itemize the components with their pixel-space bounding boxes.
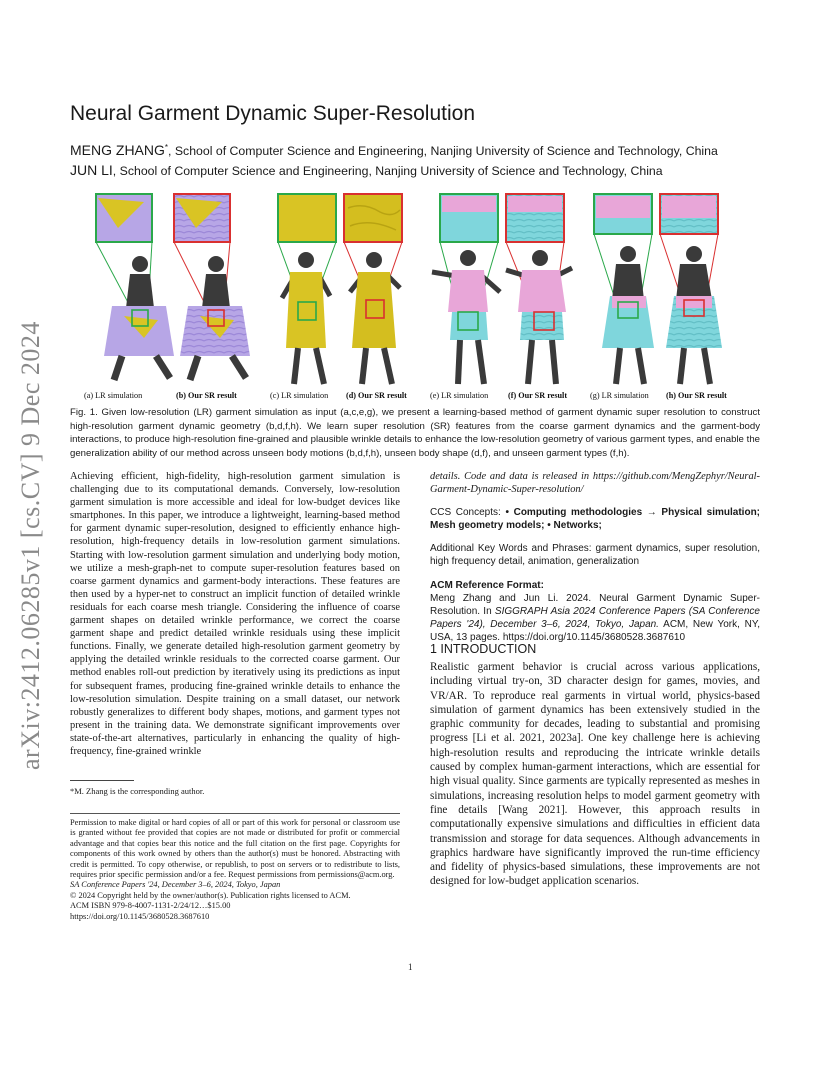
doi-link[interactable]: https://doi.org/10.1145/3680528.3687610 — [70, 911, 210, 921]
subfig-label-h: (h) Our SR result — [666, 391, 727, 400]
permission-rule — [70, 813, 400, 814]
author-name: MENG ZHANG — [70, 142, 165, 158]
author-name: JUN LI — [70, 162, 113, 178]
teaser-figure — [74, 188, 762, 400]
venue-line: SA Conference Papers '24, December 3–6, 2024, Tokyo, Japan — [70, 880, 281, 890]
character-figure — [666, 246, 722, 384]
ccs-concepts — [430, 506, 760, 532]
character-figure — [506, 250, 572, 384]
subfig-label-d: (d) Our SR result — [346, 391, 407, 400]
keywords-label: Additional Key Words and Phrases: — [430, 543, 596, 555]
subfigure-labels — [84, 391, 727, 400]
keywords-list: garment dynamics, super resolution, high frequency detail, animation, generalization — [430, 543, 760, 568]
zoom-inset-sr — [344, 194, 402, 242]
author-line-1 — [70, 142, 718, 158]
author-mark: * — [164, 142, 169, 152]
isbn-line: ACM ISBN 979-8-4007-1131-2/24/12…$15.00 — [70, 901, 231, 911]
acm-ref-doi[interactable]: ACM, New York, NY, USA, 13 pages. https://doi.org/10.1145/3680528.3687610 — [430, 618, 760, 643]
figure-group-e-f — [432, 194, 572, 384]
keywords — [430, 542, 760, 568]
abstract: Achieving efficient, high-fidelity, high-resolution garment simulation is challenging due to its computational demands. Conversely, low-resolution garment simulation is more accessible and ideal for low-budget devices like smartphones. In this paper, we introduce a lightweight, learning-based method for garment dynamic super-resolution, designed to efficiently enhance high-resolution, high-frequency details in low-resolution garment simulations. Starting with low-resolution garment simulation and underlying body motion, we utilize a mesh-graph-net to compute super-resolution features based on coarse garment dynamics and garment-body interactions. These features are then used by a hyper-net to construct an implicit function of detailed wrinkle residuals for each coarse mesh triangle. Considering the influence of coarse garment shapes on detailed wrinkle performance, we correct the coarse garment shape and predict detailed wrinkle residuals using these implicit functions. Finally, we generate detailed high-resolution garment geometry by applying the detailed wrinkle residuals to the corrected coarse garment. Our method enables roll-out prediction by iteratively using its predictions as input for subsequent frames, producing fine-grained wrinkle details to enhance the low-resolution simulation. Despite training on a small dataset, our network robustly generalizes to different body shapes, motions, and garment types not present in the training data. We demonstrate significant improvements over state-of-the-art alternatives, particularly in enhancing the quality of high-frequency, fine-grained wrinkle — [70, 471, 400, 757]
section-heading-introduction: 1 INTRODUCTION — [430, 642, 537, 656]
arxiv-identifier: arXiv:2412.06285v1 [cs.CV] 9 Dec 2024 — [16, 321, 45, 770]
author-affiliation: , School of Computer Science and Engineering, Nanjing University of Science and Technology, China — [168, 144, 718, 158]
subfig-label-f: (f) Our SR result — [508, 391, 568, 400]
figure-group-a-b — [96, 194, 250, 380]
subfig-label-g: (g) LR simulation — [590, 391, 649, 400]
subfig-label-b: (b) Our SR result — [176, 391, 237, 400]
ccs-items: • Computing methodologies → Physical simulation; Mesh geometry models; • Networks; — [430, 507, 761, 532]
acm-reference — [430, 592, 760, 644]
footnote-rule — [70, 780, 134, 781]
subfig-label-e: (e) LR simulation — [430, 391, 489, 400]
acm-ref-venue: SIGGRAPH Asia 2024 Conference Papers (SA Conference Papers '24), December 3–6, 2024, Tokyo, Japan. — [430, 605, 760, 630]
subfig-label-c: (c) LR simulation — [270, 391, 329, 400]
figure-group-g-h — [594, 194, 722, 384]
zoom-inset-lr — [278, 194, 336, 242]
ccs-label: CCS Concepts: — [430, 507, 506, 519]
footnote: *M. Zhang is the corresponding author. — [70, 786, 205, 796]
author-line-2 — [70, 162, 663, 178]
acm-reference-title: ACM Reference Format: — [430, 579, 544, 591]
permission-text: Permission to make digital or hard copies of all or part of this work for personal or classroom use is granted without fee provided that copies are not made or distributed for profit or commercial advantage and that copies bear this notice and the full citation on the first page. Copyrights for components of this work owned by others than the author(s) must be honored. Abstracting with credit is permitted. To copy otherwise, or republish, to post on servers or to redistribute to lists, requires prior specific permission and/or a fee. Request permissions from permissions@acm.org. — [70, 818, 400, 880]
acm-ref-authors: Meng Zhang and Jun Li. 2024. Neural Garment Dynamic Super-Resolution. In — [430, 592, 760, 617]
permission-block — [70, 818, 400, 922]
page-number: 1 — [408, 962, 413, 972]
figure-caption: Fig. 1. Given low-resolution (LR) garment simulation as input (a,c,e,g), we present a learning-based method of garment dynamic super resolution to construct high-resolution garment dynamic geometry (b,d,f,h). We learn super resolution (SR) features from the coarse garment dynamics and the garment-body interactions, to produce high-resolution fine-grained and plausible wrinkle details to enhance the low-resolution geometry of various garment types, and enable the generalization ability of our method across unseen body motions (b,d,f,h), unseen body shape (d,f), and unseen garment types (f,h). — [70, 407, 760, 459]
abstract-continuation: details. Code and data is released in https://github.com/MengZephyr/Neural-Garment-Dynamic-Super-resolution/ — [430, 471, 760, 496]
figure-group-c-d — [278, 194, 402, 384]
character-figure — [104, 256, 174, 380]
subfig-label-a: (a) LR simulation — [84, 391, 143, 400]
copyright-line: © 2024 Copyright held by the owner/author(s). Publication rights licensed to ACM. — [70, 890, 351, 900]
paper-title: Neural Garment Dynamic Super-Resolution — [70, 102, 475, 125]
character-figure — [350, 252, 400, 384]
introduction-text: Realistic garment behavior is crucial across various applications, including virtual try-on, 3D character design for games, movies, and VR/AR. To reproduce real garments in virtual world, physics-based simulation of garment dynamics has been extensively studied in the graphic community for decades, leading to substantial and promising progress [Li et al. 2021, 2023a]. One key challenge here is achieving high-resolution results and reproducing the intricate wrinkle details caused by complex human-garment interactions, which are essential for high visual quality. Since garments are typically represented as meshes in simulations, increasing resolution helps to model garment geometry with fine details [Wang 2021]. However, this approach results in computationally expensive simulations and difficulties in efficient data transmission and storage for data sequences. Although advancements in graphics hardware have significantly improved the run-time efficiency and fidelity of physics-based simulations, these improvements are not designed for low-budget application scenarios. — [430, 661, 760, 888]
right-column-front-matter — [430, 470, 760, 644]
author-affiliation: , School of Computer Science and Engineering, Nanjing University of Science and Technology, China — [112, 164, 663, 178]
